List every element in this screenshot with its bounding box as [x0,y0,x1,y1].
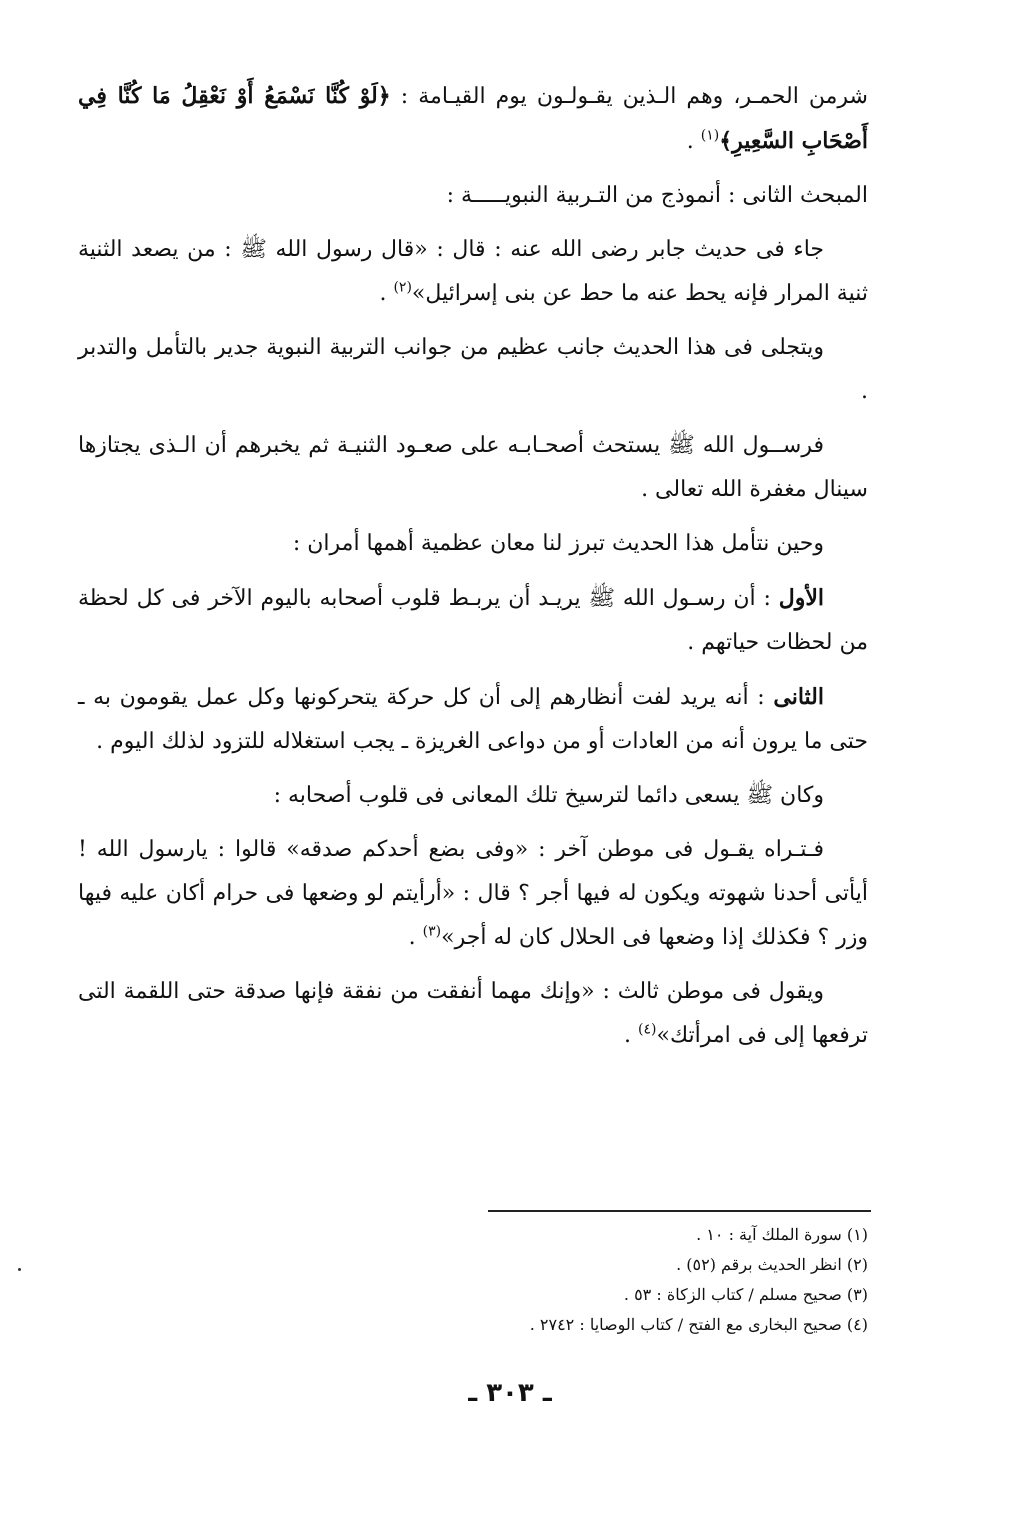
paragraph-spending-hadith [78,970,868,1058]
paragraph-text: ويقول فى موطن ثالث : «وإنك مهما أنفقت من نفقة فإنها صدقة حتى اللقمة التى ترفعها إلى فى امرأتك» [78,979,868,1048]
footnote-ref: (٣) [422,923,442,940]
main-text [78,74,868,1068]
paragraph-quran-verse [78,74,868,164]
paragraph-end: . [686,129,701,154]
paragraph-instilling: وكان ﷺ يسعى دائما لترسيخ تلك المعانى فى قلوب أصحابه : [273,783,824,808]
scan-speck [18,1268,21,1271]
paragraph-second-matter [78,675,868,764]
quran-verse: ﴿لَوْ كُنَّا نَسْمَعُ أَوْ نَعْقِلُ مَا كُنَّا فِي أَصْحَابِ السَّعِيرِ﴾ [78,83,868,154]
paragraph-two-matters: وحين نتأمل هذا الحديث تبرز لنا معان عظمية أهمها أمران : [292,531,824,556]
paragraph-hadith-jabir [78,228,868,316]
footnote-3: (٣) صحيح مسلم / كتاب الزكاة : ٥٣ . [623,1285,868,1304]
paragraph-reflection: ويتجلى فى هذا الحديث جانب عظيم من جوانب التربية النبوية جدير بالتأمل والتدبر . [78,335,868,404]
footnote-2: (٢) انظر الحديث برقم (٥٢) . [676,1255,868,1274]
footnotes [400,1220,868,1340]
footnote-ref: (١) [700,127,720,144]
paragraph-end: . [624,1023,639,1048]
paragraph-text: فـتـراه يقـول فى موطن آخر : «وفى بضع أحدكم صدقه» قالوا : يارسول الله ! أيأتى أحدنا شهوته ويكون له فيها أجر ؟ قال : «أرأيتم لو وضعها فى حرام أكان عليه فيها وزر ؟ فكذلك إذا وضعها فى الحلال كان له أجر» [78,837,868,950]
paragraph-first-matter [78,576,868,665]
footnote-4: (٤) صحيح البخارى مع الفتح / كتاب الوصايا : ٢٧٤٢ . [529,1315,868,1334]
section-heading: المبحث الثانى : أنموذج من التـربية النبويـــــة : [446,183,868,208]
footnote-divider [488,1210,871,1212]
footnote-ref: (٤) [638,1021,657,1038]
paragraph-text: شرمن الحمـر، وهم الـذين يقـولـون يوم القيـامة : [390,84,868,109]
first-term: الأول [778,585,824,611]
footnote-1: (١) سورة الملك آية : ١٠ . [696,1225,868,1244]
paragraph-text: : أنه يريد لفت أنظارهم إلى أن كل حركة يتحركونها وكل عمل يقومون به ـ حتى ما يرون أنه من العادات أو من دواعى الغريزة ـ يجب استغلاله للتزود لذلك اليوم . [78,685,868,754]
paragraph-end: . [379,281,394,306]
footnote-ref: (٢) [393,279,412,296]
paragraph-end: . [408,925,423,950]
page-number: ـ ٣٠٣ ـ [468,1378,552,1408]
paragraph-encouragement: فرســول الله ﷺ يستحث أصحـابـه على صعـود الثنيـة ثم يخبرهم أن الـذى يجتازها سينال مغفرة الله تعالى . [78,433,868,502]
second-term: الثانى [773,684,824,710]
paragraph-text: جاء فى حديث جابر رضى الله عنه : قال : «قال رسول الله ﷺ : من يصعد الثنية ثنية المرار فإنه يحط عنه ما حط عن بنى إسرائيل» [78,237,868,306]
paragraph-text: : أن رسـول الله ﷺ يريـد أن يربـط قلوب أصحابه باليوم الآخر فى كل لحظة من لحظات حياتهم . [78,586,868,655]
paragraph-charity-hadith [78,828,868,960]
